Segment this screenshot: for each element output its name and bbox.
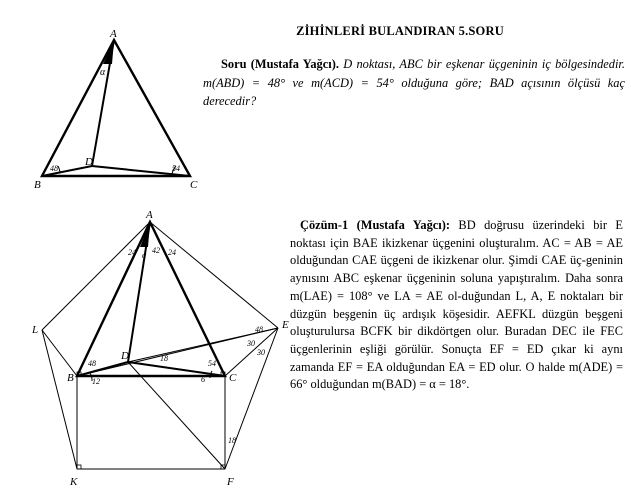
fig1-label-d: D xyxy=(85,156,93,168)
fig1-label-b: B xyxy=(34,179,41,191)
fig2-angle-24-left: 24 xyxy=(128,248,136,257)
question-text: D noktası, ABC bir eşkenar üçgeninin iç bölgesindedir. m(ABD) = 48° ve m(ACD) = 54° olduğuna göre; BAD açısının ölçüsü kaç derecedir? xyxy=(203,57,625,109)
fig2-angle-e48: 48 xyxy=(255,325,263,334)
fig1-angle-b: 48 xyxy=(50,164,58,173)
fig2-label-e: E xyxy=(282,319,289,331)
fig2-angle-b12: 12 xyxy=(92,377,100,386)
fig2-length-f18: 18 xyxy=(228,436,236,445)
figure-2 xyxy=(42,222,278,469)
fig2-angle-alpha: α xyxy=(142,251,147,260)
page-title: ZİHİNLERİ BULANDIRAN 5.SORU xyxy=(296,24,504,38)
fig2-angle-e30b: 30 xyxy=(257,348,265,357)
fig2-angle-e30a: 30 xyxy=(247,339,255,348)
fig1-label-c: C xyxy=(190,179,198,191)
fig2-angle-42: 42 xyxy=(152,246,160,255)
fig2-label-k: K xyxy=(70,476,78,488)
figure-1 xyxy=(42,40,190,176)
fig2-label-b: B xyxy=(67,372,74,384)
fig1-angle-c: 54 xyxy=(172,164,180,173)
fig2-angle-c54: 54 xyxy=(208,359,216,368)
fig1-label-a: A xyxy=(110,28,117,40)
fig2-label-d: D xyxy=(121,350,129,362)
solution-text: BD doğrusu üzerindeki bir E noktası için BAE ikizkenar üçgenini oluşturalım. AC = AB = AE olduğundan CAE üçgeni de ikizkenar olur. Şimdi CAE üç-geninin aynısını ABC eşkenar üçgeninin soluna yapıştıralım. Daha sonra m(LAE) = 108° ve LA = AE ol-duğundan L, A, E noktaları bir düzgün beşgenin üç ardışık köşesidir. AEFKL düzgün beşgeni oluşturulursa BCFK bir dikdörtgen olur. Buradan DEC ile FEC üçgenlerinin eşliği görülür. Sonuçta EF = ED çıkar ki aynı zamanda EF = EA olduğundan EA = ED olur. O halde m(ADE) = 66° olduğundan m(BAD) = α = 18°. xyxy=(290,218,624,392)
fig2-label-c: C xyxy=(229,372,237,384)
fig1-alpha: α xyxy=(100,67,106,78)
fig2-label-l: L xyxy=(32,324,39,336)
solution-author: Çözüm-1 (Mustafa Yağcı): xyxy=(300,218,450,232)
fig2-label-a: A xyxy=(146,209,153,221)
fig2-length-d18: 18 xyxy=(160,354,168,363)
question-author: Soru (Mustafa Yağcı). xyxy=(221,57,339,71)
fig2-label-f: F xyxy=(227,476,234,488)
fig2-angle-24-right: 24 xyxy=(168,248,176,257)
fig2-angle-b48: 48 xyxy=(88,359,96,368)
fig2-angle-c6: 6 xyxy=(201,375,205,384)
